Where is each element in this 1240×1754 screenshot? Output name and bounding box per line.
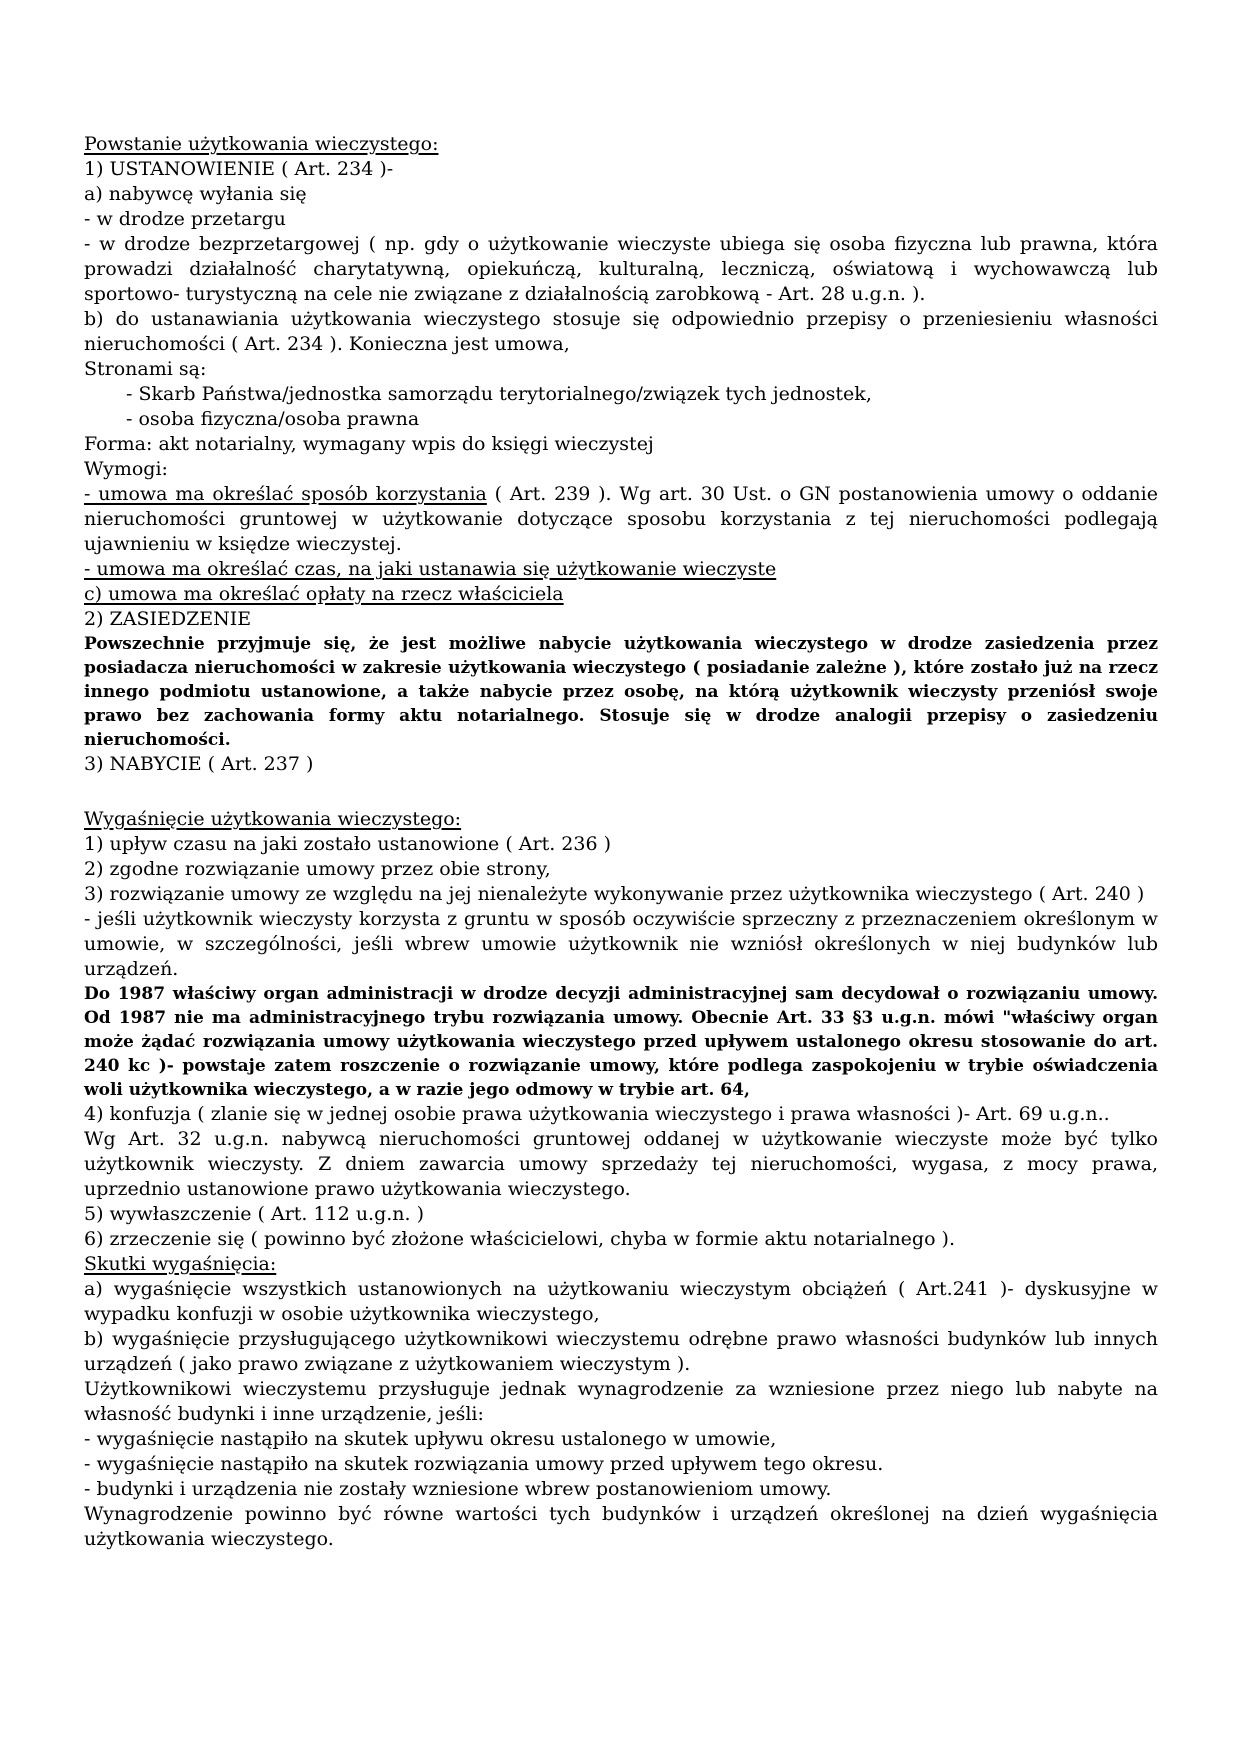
text-segment: Wg Art. 32 u.g.n. nabywcą nieruchomości gruntowej oddanej w użytkowanie wieczyste może być tylko użytkownik wieczysty. Z dniem zawarcia umowy sprzedaży tej nieruchomości, wygasa, z mocy prawa, uprzednio ustanowione prawo użytkowania wieczystego. <box>84 1128 1158 1200</box>
text-segment: Do 1987 właściwy organ administracji w drodze decyzji administracyjnej sam decydował o rozwiązaniu umowy. Od 1987 nie ma administracyjnego trybu rozwiązania umowy. Obecnie Art. 33 §3 u.g.n. mówi "właściwy organ może żądać rozwiązania umowy użytkowania wieczystego przed upływem ustalonego okresu stosowanie do art. 240 kc )- powstaje zatem roszczenie o rozwiązanie umowy, które podlega zaspokojeniu w trybie oświadczenia woli użytkownika wieczystego, a w razie jego odmowy w trybie art. 64, <box>84 984 1158 1100</box>
text-segment: Wynagrodzenie powinno być równe wartości tych budynków i urządzeń określonej na dzień wygaśnięcia użytkowania wieczystego. <box>84 1503 1158 1550</box>
paragraph <box>84 807 1158 832</box>
underlined-text: Skutki wygaśnięcia: <box>84 1253 277 1275</box>
underlined-text: - umowa ma określać czas, na jaki ustanawia się użytkowanie wieczyste <box>84 558 777 580</box>
underlined-text: - umowa ma określać sposób korzystania <box>84 483 487 505</box>
text-segment: - w drodze przetargu <box>84 208 286 230</box>
text-segment: - Skarb Państwa/jednostka samorządu terytorialnego/związek tych jednostek, <box>126 383 872 405</box>
paragraph <box>84 982 1158 1102</box>
text-segment: - w drodze bezprzetargowej ( np. gdy o użytkowanie wieczyste ubiega się osoba fizyczna lub prawna, która prowadzi działalność charytatywną, opiekuńczą, kulturalną, leczniczą, oświatową i wychowawczą lub sportowo- turystyczną na cele nie związane z działalnością zarobkową - Art. 28 u.g.n. ). <box>84 233 1158 305</box>
text-segment: 5) wywłaszczenie ( Art. 112 u.g.n. ) <box>84 1203 425 1225</box>
paragraph <box>84 482 1158 557</box>
paragraph <box>84 857 1158 882</box>
paragraph <box>84 1202 1158 1227</box>
text-segment: b) wygaśnięcie przysługującego użytkownikowi wieczystemu odrębne prawo własności budynków lub innych urządzeń ( jako prawo związane z użytkowaniem wieczystym ). <box>84 1328 1158 1375</box>
text-segment: - wygaśnięcie nastąpiło na skutek rozwiązania umowy przed upływem tego okresu. <box>84 1453 884 1475</box>
paragraph <box>84 882 1158 907</box>
paragraph <box>84 307 1158 357</box>
document-body <box>84 132 1158 1552</box>
text-segment: Powszechnie przyjmuje się, że jest możliwe nabycie użytkowania wieczystego w drodze zasiedzenia przez posiadacza nieruchomości w zakresie użytkowania wieczystego ( posiadanie zależne ), które zostało już na rzecz innego podmiotu ustanowione, a także nabycie przez osobę, na którą użytkownik wieczysty przeniósł swoje prawo bez zachowania formy aktu notarialnego. Stosuje się w drodze analogii przepisy o zasiedzeniu nieruchomości. <box>84 634 1158 750</box>
text-segment: 3) rozwiązanie umowy ze względu na jej nienależyte wykonywanie przez użytkownika wieczystego ( Art. 240 ) <box>84 883 1145 905</box>
paragraph <box>84 1427 1158 1452</box>
text-segment: - budynki i urządzenia nie zostały wzniesione wbrew postanowieniom umowy. <box>84 1478 832 1500</box>
text-segment: Forma: akt notarialny, wymagany wpis do księgi wieczystej <box>84 433 654 455</box>
text-segment: - wygaśnięcie nastąpiło na skutek upływu okresu ustalonego w umowie, <box>84 1428 777 1450</box>
paragraph <box>84 1502 1158 1552</box>
text-segment: 3) NABYCIE ( Art. 237 ) <box>84 753 314 775</box>
text-segment: 4) konfuzja ( zlanie się w jednej osobie prawa użytkowania wieczystego i prawa własności )- Art. 69 u.g.n.. <box>84 1103 1110 1125</box>
text-segment: a) wygaśnięcie wszystkich ustanowionych na użytkowaniu wieczystym obciążeń ( Art.241 )- dyskusyjne w wypadku konfuzji w osobie użytkownika wieczystego, <box>84 1278 1158 1325</box>
paragraph <box>84 382 1158 407</box>
text-segment: b) do ustanawiania użytkowania wieczystego stosuje się odpowiednio przepisy o przeniesieniu własności nieruchomości ( Art. 234 ). Konieczna jest umowa, <box>84 308 1158 355</box>
paragraph <box>84 407 1158 432</box>
paragraph <box>84 432 1158 457</box>
paragraph <box>84 907 1158 982</box>
paragraph <box>84 1327 1158 1377</box>
paragraph <box>84 182 1158 207</box>
paragraph <box>84 232 1158 307</box>
paragraph <box>84 557 1158 582</box>
paragraph <box>84 1252 1158 1277</box>
paragraph <box>84 832 1158 857</box>
paragraph <box>84 457 1158 482</box>
underlined-text: Wygaśnięcie użytkowania wieczystego: <box>84 808 462 830</box>
paragraph <box>84 207 1158 232</box>
paragraph <box>84 582 1158 607</box>
paragraph <box>84 1227 1158 1252</box>
paragraph <box>84 1477 1158 1502</box>
underlined-text: Powstanie użytkowania wieczystego: <box>84 133 439 155</box>
text-segment: 2) ZASIEDZENIE <box>84 608 252 630</box>
text-segment: Użytkownikowi wieczystemu przysługuje jednak wynagrodzenie za wzniesione przez niego lub nabyte na własność budynki i inne urządzenie, jeśli: <box>84 1378 1158 1425</box>
text-segment: - jeśli użytkownik wieczysty korzysta z gruntu w sposób oczywiście sprzeczny z przeznaczeniem określonym w umowie, w szczególności, jeśli wbrew umowie użytkownik nie wzniósł określonych w niej budynków lub urządzeń. <box>84 908 1158 980</box>
paragraph <box>84 1277 1158 1327</box>
text-segment: 6) zrzeczenie się ( powinno być złożone właścicielowi, chyba w formie aktu notarialnego ). <box>84 1228 956 1250</box>
paragraph <box>84 607 1158 632</box>
paragraph <box>84 1377 1158 1427</box>
text-segment: 1) USTANOWIENIE ( Art. 234 )- <box>84 158 394 180</box>
paragraph <box>84 752 1158 777</box>
text-segment: - osoba fizyczna/osoba prawna <box>126 408 420 430</box>
text-segment: Stronami są: <box>84 358 207 380</box>
text-segment: ( Art. 239 ). Wg art. 30 Ust. o GN postanowienia umowy o oddanie nieruchomości gruntowej w użytkowanie dotyczące sposobu korzystania z tej nieruchomości podlegają ujawnieniu w księdze wieczystej. <box>84 483 1158 555</box>
paragraph <box>84 132 1158 157</box>
text-segment: Wymogi: <box>84 458 168 480</box>
paragraph <box>84 1127 1158 1202</box>
text-segment: a) nabywcę wyłania się <box>84 183 307 205</box>
underlined-text: c) umowa ma określać opłaty na rzecz właściciela <box>84 583 564 605</box>
paragraph <box>84 1102 1158 1127</box>
text-segment: 2) zgodne rozwiązanie umowy przez obie strony, <box>84 858 551 880</box>
paragraph <box>84 632 1158 752</box>
paragraph <box>84 357 1158 382</box>
paragraph <box>84 157 1158 182</box>
text-segment: 1) upływ czasu na jaki zostało ustanowione ( Art. 236 ) <box>84 833 612 855</box>
paragraph <box>84 1452 1158 1477</box>
